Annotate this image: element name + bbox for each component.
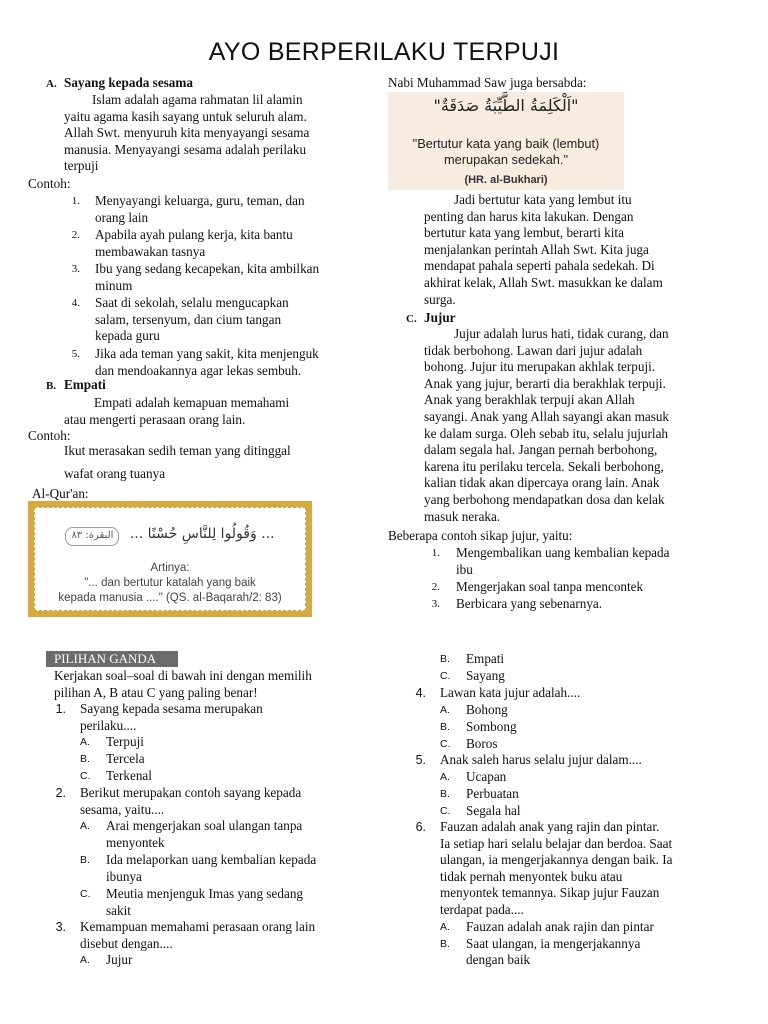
text-line: "Bertutur kata yang baik (lembut) bbox=[412, 136, 600, 151]
text-line: sayangi. Anak yang Allah sayangi akan masuk bbox=[424, 408, 670, 424]
list-item bbox=[54, 261, 359, 295]
option-text: dengan baik bbox=[466, 952, 531, 968]
option-letter: A. bbox=[440, 920, 450, 933]
text-line: tidak berbohong. Lawan dari jujur adalah bbox=[424, 342, 643, 358]
option-text: sakit bbox=[106, 902, 131, 918]
text-line: wafat orang tuanya bbox=[64, 465, 166, 481]
text-line: Menyayangi keluarga, guru, teman, dan bbox=[95, 193, 305, 208]
option-text: Empati bbox=[466, 651, 505, 666]
section-b-contoh-label: Contoh: bbox=[28, 428, 71, 443]
page-title: AYO BERPERILAKU TERPUJI bbox=[208, 38, 560, 66]
text-line: bohong. Jujur itu merupakan akhlak terpuji. bbox=[424, 359, 656, 375]
text-line: Mengembalikan uang kembalian kepada bbox=[456, 545, 670, 560]
text-line: merupakan sedekah." bbox=[443, 152, 569, 167]
text-line: Kerjakan soal–soal di bawah ini dengan memilih bbox=[54, 668, 312, 683]
quran-arabic-text bbox=[35, 526, 305, 546]
answer-option[interactable] bbox=[80, 952, 364, 969]
option-text: Perbuatan bbox=[466, 785, 519, 801]
hadith-intro: Nabi Muhammad Saw juga bersabda: bbox=[388, 75, 587, 90]
answer-option[interactable] bbox=[80, 852, 364, 886]
section-b-heading bbox=[46, 377, 106, 395]
text-line: dalam segala hal. Jangan pernah berbohong, bbox=[424, 442, 658, 458]
answer-option[interactable] bbox=[440, 919, 720, 936]
section-c-letter: C. bbox=[406, 313, 417, 325]
text-line: ibu bbox=[456, 561, 473, 577]
section-b-letter: B. bbox=[46, 380, 57, 392]
question-text: Sayang kepada sesama merupakan bbox=[80, 701, 263, 716]
option-text: Boros bbox=[466, 735, 498, 751]
list-item bbox=[54, 346, 359, 380]
multiple-choice-banner: PILIHAN GANDA bbox=[46, 651, 178, 667]
section-a-heading bbox=[46, 75, 193, 93]
option-text: Segala hal bbox=[466, 802, 521, 818]
answer-option[interactable] bbox=[440, 651, 720, 668]
answer-option[interactable] bbox=[80, 751, 364, 768]
option-text: ibunya bbox=[106, 868, 142, 884]
text-line: Jika ada teman yang sakit, kita menjenguk bbox=[95, 346, 319, 361]
option-text: menyontek bbox=[106, 834, 165, 850]
quran-translation-line: kepada manusia ...." (QS. al-Baqarah/2: 83) bbox=[58, 592, 282, 604]
question-text: perilaku.... bbox=[80, 717, 137, 733]
hadith-card bbox=[388, 92, 624, 190]
section-a-paragraph bbox=[64, 92, 358, 175]
question-text: sesama, yaitu.... bbox=[80, 801, 165, 817]
list-item bbox=[414, 579, 718, 596]
list-number: 4. bbox=[71, 297, 80, 309]
question-text: menyontek temannya. Sikap jujur Fauzan bbox=[440, 885, 660, 901]
question-text: Ia setiap hari selalu belajar dan berdoa. Saat bbox=[440, 835, 673, 851]
quran-reference-badge: البقرة: ٨٣ bbox=[65, 527, 119, 546]
section-b-paragraph bbox=[64, 395, 364, 428]
section-a-letter: A. bbox=[46, 78, 57, 90]
question-number: 6. bbox=[415, 820, 426, 834]
option-letter: A. bbox=[80, 736, 90, 749]
option-letter: C. bbox=[80, 770, 91, 783]
list-number: 2. bbox=[71, 229, 80, 241]
text-line: penting dan harus kita lakukan. Dengan bbox=[424, 208, 634, 224]
option-letter: B. bbox=[440, 787, 450, 800]
text-line: dan mendoakannya agar lekas sembuh. bbox=[95, 362, 302, 378]
quran-label: Al-Qur'an: bbox=[32, 486, 89, 501]
list-item bbox=[54, 193, 359, 227]
answer-option[interactable] bbox=[440, 769, 720, 786]
option-letter: B. bbox=[440, 653, 450, 665]
section-c-paragraph bbox=[424, 326, 718, 525]
question-text: ulangan, ia mengerjakannya dengan baik. Ia bbox=[440, 852, 673, 868]
answer-option[interactable] bbox=[80, 886, 364, 920]
option-letter: B. bbox=[440, 937, 450, 950]
option-letter: B. bbox=[80, 854, 90, 867]
quran-verse-card-inner bbox=[34, 507, 306, 611]
text-line: menjalankan perintah Allah Swt. Kita juga bbox=[424, 241, 649, 257]
question-text: Berikut merupakan contoh sayang kepada bbox=[80, 785, 302, 800]
question-text: Lawan kata jujur adalah.... bbox=[440, 685, 581, 700]
text-line: membawakan tasnya bbox=[95, 243, 206, 259]
text-line: Saat di sekolah, selalu mengucapkan bbox=[95, 295, 289, 310]
quran-arabic: ... وَقُولُوا لِلنَّاسِ حُسْنًا ... bbox=[129, 526, 275, 542]
answer-option[interactable] bbox=[80, 734, 364, 751]
option-text: Arai mengerjakan soal ulangan tanpa bbox=[106, 818, 303, 834]
section-c-examples-intro: Beberapa contoh sikap jujur, yaitu: bbox=[388, 528, 573, 543]
text-line: kepada guru bbox=[95, 328, 160, 344]
text-line: salam, tersenyum, dan cium tangan bbox=[95, 311, 282, 327]
text-line: Berbicara yang sebenarnya. bbox=[456, 596, 603, 611]
text-line: Ibu yang sedang kecapekan, kita ambilkan bbox=[95, 261, 320, 276]
section-c-examples bbox=[414, 545, 718, 613]
section-a-title: Sayang kepada sesama bbox=[64, 75, 193, 90]
text-line: karena itu perilaku tercela. Sekali berbohong, bbox=[424, 458, 664, 474]
list-number: 1. bbox=[71, 195, 80, 207]
option-letter: A. bbox=[440, 703, 450, 716]
text-line: Islam adalah agama rahmatan lil alamin bbox=[92, 92, 303, 107]
list-number: 3. bbox=[431, 598, 440, 610]
option-text: Sayang bbox=[466, 668, 505, 683]
text-line: orang lain bbox=[95, 209, 149, 225]
question-text: disebut dengan.... bbox=[80, 935, 173, 951]
option-letter: A. bbox=[440, 770, 450, 783]
option-text: Terkenal bbox=[106, 768, 152, 784]
text-line: manusia. Menyayangi sesama adalah perilaku bbox=[64, 141, 307, 157]
text-line: surga. bbox=[424, 291, 456, 307]
hadith-explanation bbox=[424, 192, 718, 308]
question-text: tidak pernah menyontek buku atau bbox=[440, 868, 623, 884]
quran-translation-line: "... dan bertutur katalah yang baik bbox=[84, 577, 256, 589]
section-b-example bbox=[64, 443, 364, 482]
option-letter: C. bbox=[80, 888, 91, 901]
text-line: minum bbox=[95, 277, 133, 293]
text-line: Jadi bertutur kata yang lembut itu bbox=[454, 192, 632, 207]
option-text: Ida melaporkan uang kembalian kepada bbox=[106, 852, 317, 868]
quran-artinya-label: Artinya: bbox=[150, 562, 190, 574]
hadith-arabic-text: "اَلْكَلِمَةُ الطَّيِّبَةُ صَدَقَةٌ" bbox=[433, 96, 579, 115]
list-item bbox=[414, 596, 718, 613]
text-line: mendapat pahala seperti pahala sedekah. Di bbox=[424, 258, 655, 274]
answer-option[interactable] bbox=[80, 818, 364, 852]
option-text: Tercela bbox=[106, 751, 145, 767]
answer-option[interactable] bbox=[440, 668, 720, 685]
list-number: 3. bbox=[71, 263, 80, 275]
text-line: atau mengerti perasaan orang lain. bbox=[64, 411, 246, 427]
section-a-contoh-label: Contoh: bbox=[28, 176, 71, 191]
question-text: terdapat pada.... bbox=[440, 901, 524, 917]
list-number: 5. bbox=[71, 348, 80, 360]
text-line: Ikut merasakan sedih teman yang ditinggal bbox=[64, 443, 291, 458]
section-c-title: Jujur bbox=[424, 310, 456, 325]
list-item bbox=[54, 295, 359, 346]
quiz-instruction bbox=[54, 668, 364, 701]
text-line: akhirat kelak, Allah Swt. masukkan ke dalam bbox=[424, 274, 663, 290]
option-letter: C. bbox=[440, 804, 451, 817]
option-letter: B. bbox=[80, 753, 90, 766]
option-text: Ucapan bbox=[466, 768, 507, 784]
answer-option[interactable] bbox=[440, 786, 720, 803]
question-text: Kemampuan memahami perasaan orang lain bbox=[80, 919, 316, 934]
answer-option[interactable] bbox=[440, 936, 720, 970]
hadith-source: (HR. al-Bukhari) bbox=[464, 174, 548, 186]
text-line: terpuji bbox=[64, 158, 99, 174]
question-3-continued bbox=[440, 651, 720, 685]
text-line: Jujur adalah lurus hati, tidak curang, dan bbox=[454, 326, 669, 341]
option-letter: B. bbox=[440, 720, 450, 733]
text-line: Allah Swt. menyuruh kita menyayangi sesama bbox=[64, 125, 310, 141]
answer-option[interactable] bbox=[440, 719, 720, 736]
text-line: Empati adalah kemapuan memahami bbox=[94, 395, 290, 410]
quran-verse-card bbox=[28, 501, 312, 617]
question-number: 5. bbox=[415, 753, 426, 767]
question-number: 2. bbox=[55, 786, 66, 800]
option-text: Sombong bbox=[466, 718, 517, 734]
answer-option[interactable] bbox=[440, 702, 720, 719]
answer-option[interactable] bbox=[80, 768, 364, 785]
text-line: Anak yang berakhlak terpuji akan Allah bbox=[424, 392, 635, 408]
option-text: Jujur bbox=[106, 952, 133, 968]
text-line: ke dalam surga. Oleh sebab itu, selalu jujurlah bbox=[424, 425, 669, 441]
list-number: 2. bbox=[431, 581, 440, 593]
text-line: pilihan A, B atau C yang paling benar! bbox=[54, 684, 258, 700]
option-letter: A. bbox=[80, 820, 90, 833]
question-text: Fauzan adalah anak yang rajin dan pintar. bbox=[440, 819, 660, 834]
option-text: Meutia menjenguk Imas yang sedang bbox=[106, 886, 304, 902]
answer-option[interactable] bbox=[440, 803, 720, 820]
text-line: Apabila ayah pulang kerja, kita bantu bbox=[95, 227, 293, 242]
list-item bbox=[414, 545, 718, 579]
answer-option[interactable] bbox=[440, 736, 720, 753]
option-text: Bohong bbox=[466, 701, 508, 717]
question-number: 3. bbox=[55, 920, 66, 934]
text-line: yang berbohong mendapatkan dosa dan kelak bbox=[424, 491, 665, 507]
section-c-heading bbox=[406, 310, 456, 328]
option-text: Terpuji bbox=[106, 734, 144, 750]
list-number: 1. bbox=[431, 547, 440, 559]
option-letter: C. bbox=[440, 670, 451, 682]
option-text: Fauzan adalah anak rajin dan pintar bbox=[466, 918, 654, 934]
option-letter: C. bbox=[440, 737, 451, 750]
text-line: masuk neraka. bbox=[424, 508, 501, 524]
text-line: yaitu agama kasih sayang untuk seluruh alam. bbox=[64, 108, 307, 124]
hadith-translation bbox=[388, 136, 624, 168]
text-line: kalian tidak akan dipercaya orang lain. Anak bbox=[424, 475, 660, 491]
text-line: bertutur kata yang lembut, berarti kita bbox=[424, 225, 624, 241]
list-item bbox=[54, 227, 359, 261]
question-number: 4. bbox=[415, 686, 426, 700]
section-a-examples bbox=[54, 193, 359, 380]
option-text: Saat ulangan, ia mengerjakannya bbox=[466, 935, 641, 951]
section-b-title: Empati bbox=[64, 377, 106, 392]
question-text: Anak saleh harus selalu jujur dalam.... bbox=[440, 752, 642, 767]
question-number: 1. bbox=[55, 702, 66, 716]
text-line: Anak yang jujur, berarti dia berakhlak terpuji. bbox=[424, 375, 666, 391]
option-letter: A. bbox=[80, 954, 90, 967]
text-line: Mengerjakan soal tanpa mencontek bbox=[456, 579, 644, 594]
